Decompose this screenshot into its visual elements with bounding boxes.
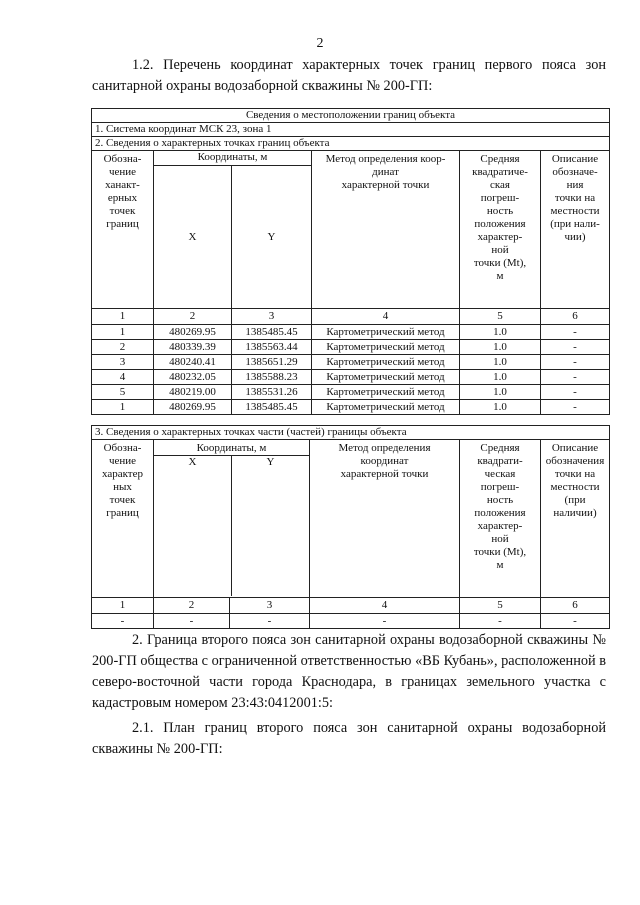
method-value: Картометрический метод [312,385,460,400]
table-row [92,370,610,385]
header-description: Описание обозначе- ния точки на местности (при нали- чии) [541,151,610,309]
y-value: 1385485.45 [232,325,312,340]
point-number: 2 [92,340,154,355]
header-x: X [154,456,232,596]
col-number: 6 [541,598,610,614]
method-value: Картометрический метод [312,340,460,355]
method-value: Картометрический метод [312,400,460,415]
header-point-designation: Обозна- чение характер ных точек границ [92,440,154,598]
point-number: 1 [92,325,154,340]
empty-cell: - [154,614,230,629]
header-mean-error: Средняя квадрати- ческая погреш- ность положения характер- ной точки (Mt), м [460,440,541,598]
table-row [92,400,610,415]
col-number: 2 [154,309,232,325]
method-value: Картометрический метод [312,325,460,340]
x-value: 480269.95 [154,325,232,340]
mt-value: 1.0 [460,355,541,370]
col-number: 1 [92,598,154,614]
method-value: Картометрический метод [312,355,460,370]
table-row [92,385,610,400]
x-value: 480269.95 [154,400,232,415]
empty-cell: - [310,614,460,629]
desc-value: - [541,340,610,355]
empty-cell: - [92,614,154,629]
header-coordinates: Координаты, м [154,440,309,456]
header-coordinates: Координаты, м [154,151,312,166]
header-x: X [154,166,232,309]
coordinates-table-2 [91,425,610,629]
x-value: 480240.41 [154,355,232,370]
desc-value: - [541,355,610,370]
table-1-coordinate-system: 1. Система координат МСК 23, зона 1 [92,123,610,137]
y-value: 1385588.23 [232,370,312,385]
header-method: Метод определения координат характерной точки [310,440,460,598]
header-description: Описание обозначения точки на местности (при наличии) [541,440,610,598]
header-point-designation: Обозна- чение ханакт- ерных точек границ [92,151,154,309]
header-y: Y [266,456,275,468]
col-number: 3 [230,598,310,614]
desc-value: - [541,385,610,400]
mt-value: 1.0 [460,370,541,385]
header-mean-error: Средняя квадратиче- ская погреш- ность положения характер- ной точки (Mt), м [460,151,541,309]
table-row [92,614,610,629]
y-value: 1385563.44 [232,340,312,355]
point-number: 1 [92,400,154,415]
y-value: 1385651.29 [232,355,312,370]
desc-value: - [541,400,610,415]
col-number: 5 [460,309,541,325]
section-2-paragraph: 2. Граница второго пояса зон санитарной охраны водозаборной скважины № 200-ГП общества с ограниченной ответственностью «ВБ Кубань», расположенной в северо-восточной части города Краснодара, в границах земельного участка с кадастровым номером 23:43:0412001:5: [92,632,606,711]
coordinates-table-1 [91,108,610,415]
col-number: 3 [232,309,312,325]
desc-value: - [541,370,610,385]
desc-value: - [541,325,610,340]
empty-cell: - [541,614,610,629]
mt-value: 1.0 [460,340,541,355]
header-coordinates-group [154,440,310,598]
mt-value: 1.0 [460,325,541,340]
col-number: 6 [541,309,610,325]
col-number: 2 [154,598,230,614]
y-value: 1385531.26 [232,385,312,400]
section-1-2-heading: 1.2. Перечень координат характерных точек границ первого пояса зон санитарной охраны водозаборной скважины № 200-ГП: [92,57,606,94]
mt-value: 1.0 [460,400,541,415]
header-method: Метод определения коор- динат характерной точки [312,151,460,309]
table-row [92,325,610,340]
header-y: Y [232,166,312,309]
table-2-section-3: 3. Сведения о характерных точках части (частей) границы объекта [92,426,610,440]
empty-cell: - [230,614,310,629]
point-number: 3 [92,355,154,370]
page-number: 2 [316,36,324,51]
section-2-1-paragraph: 2.1. План границ второго пояса зон санитарной охраны водозаборной скважины № 200-ГП: [92,720,606,757]
x-value: 480339.39 [154,340,232,355]
table-row [92,340,610,355]
col-number: 4 [312,309,460,325]
y-value: 1385485.45 [232,400,312,415]
col-number: 4 [310,598,460,614]
method-value: Картометрический метод [312,370,460,385]
x-value: 480232.05 [154,370,232,385]
empty-cell: - [460,614,541,629]
x-value: 480219.00 [154,385,232,400]
col-number: 5 [460,598,541,614]
point-number: 4 [92,370,154,385]
point-number: 5 [92,385,154,400]
table-row [92,355,610,370]
mt-value: 1.0 [460,385,541,400]
table-1-section-2: 2. Сведения о характерных точках границ объекта [92,137,610,151]
col-number: 1 [92,309,154,325]
table-1-title: Сведения о местоположении границ объекта [92,109,610,123]
